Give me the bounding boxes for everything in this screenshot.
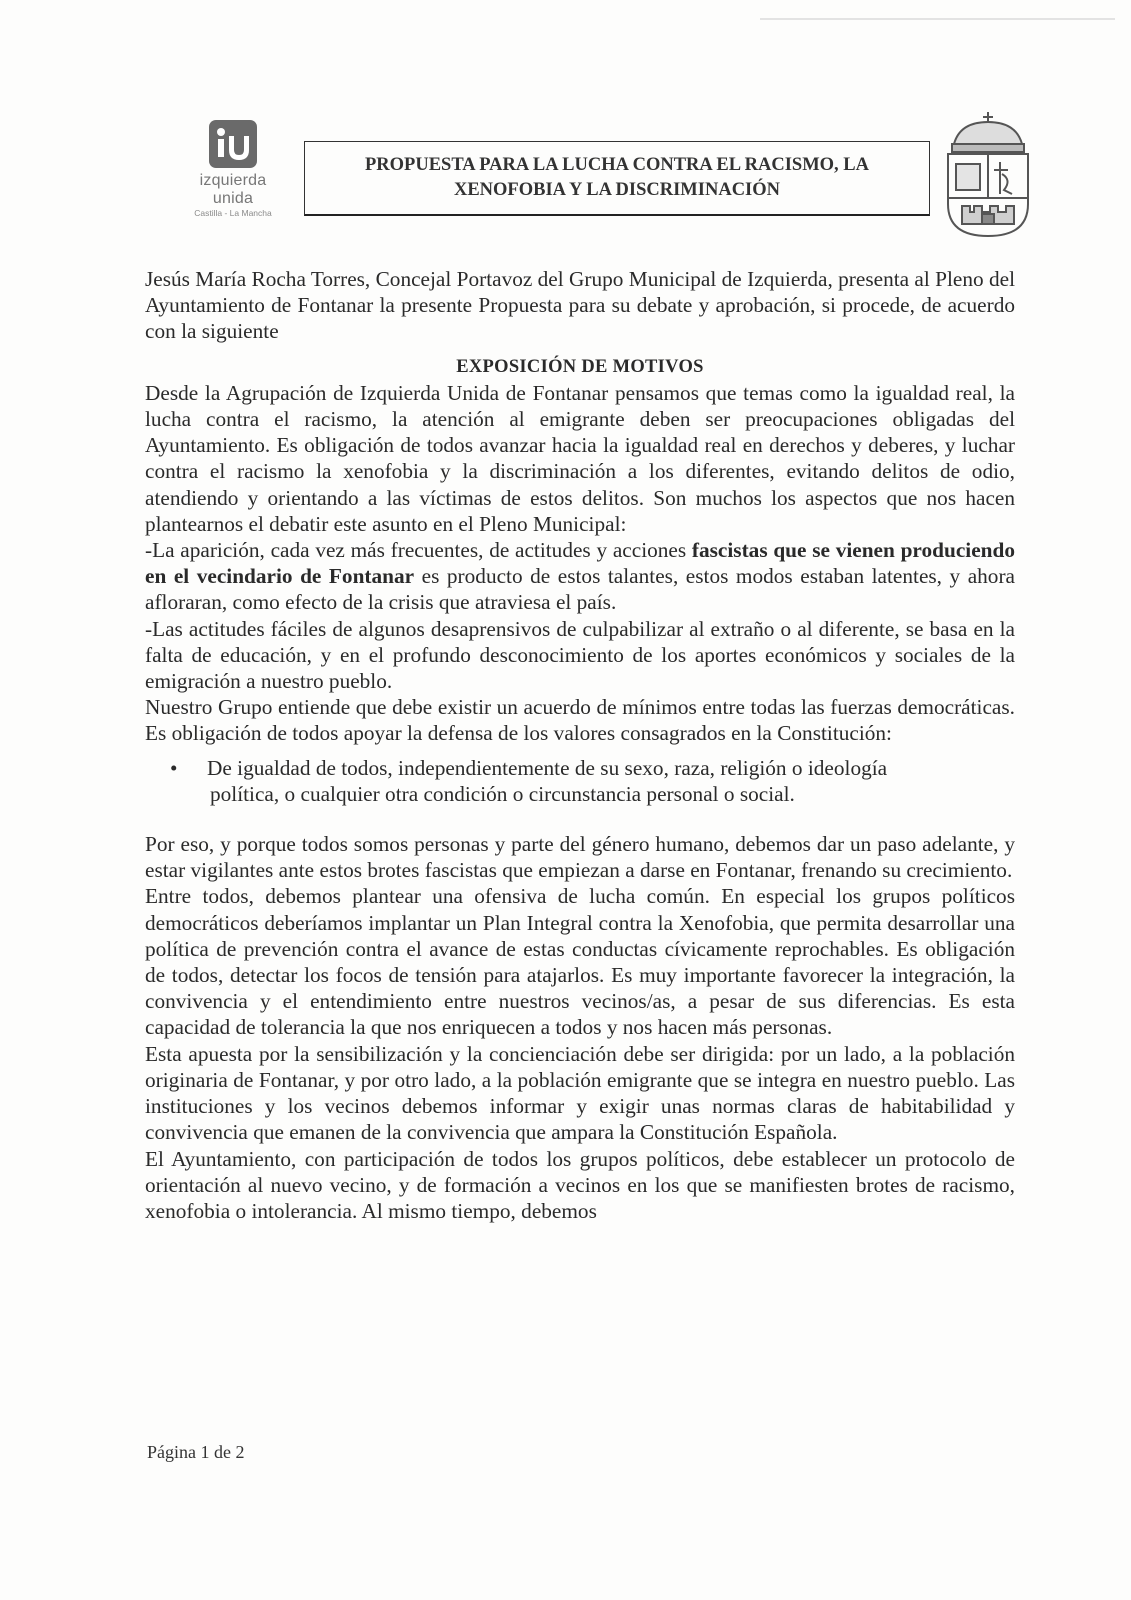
logo-region: Castilla - La Mancha xyxy=(194,208,272,218)
bullet-line-1: De igualdad de todos, independientemente de su sexo, raza, religión o ideología xyxy=(207,755,888,780)
paragraph-2 xyxy=(145,537,1015,616)
paragraph-2-end: es producto de estos talantes, estos modos estaban latentes, y ahora afloraran, como efecto de la crisis que atraviesa el país. xyxy=(145,564,1016,615)
paragraph-7: Esta apuesta por la sensibilización y la concienciación debe ser dirigida: por un lado, a la población originaria de Fontanar, y por otro lado, a la población emigrante que se integra en nuestro pueblo. Las instituciones y los vecinos debemos informar y exigir unas normas claras de habitabilidad y convivencia que emanen de la convivencia que ampara la Constitución Española. xyxy=(145,1041,1015,1145)
paragraph-2-start: -La aparición, cada vez más frecuentes, de actitudes y acciones xyxy=(145,538,692,563)
bullet-item xyxy=(145,755,1015,807)
paragraph-4: Nuestro Grupo entiende que debe existir un acuerdo de mínimos entre todas las fuerzas democráticas. Es obligación de todos apoyar la defensa de los valores consagrados en la Constitución: xyxy=(145,695,1015,746)
paragraph-1: Desde la Agrupación de Izquierda Unida de Fontanar pensamos que temas como la igualdad real, la lucha contra el racismo, la atención al emigrante deben ser preocupaciones obligadas del Ayuntamiento. Es obligación de todos avanzar hacia la igualdad real en derechos y deberes, y luchar contra el racismo la xenofobia y la discriminación a los diferentes, evitando delitos de odio, atendiendo y orientando a las víctimas de estos delitos. Son muchos los aspectos que nos hacen plantearnos el debatir este asunto en el Pleno Municipal: xyxy=(145,380,1015,536)
paragraph-6: Entre todos, debemos plantear una ofensiva de lucha común. En especial los grupos políticos democráticos deberíamos implantar un Plan Integral contra la Xenofobia, que permita desarrollar una política de prevención contra el avance de estas conductas cívicamente reprochables. Es obligación de todos, detectar los focos de tensión para atajarlos. Es muy importante favorecer la integración, la convivencia y el entendimiento entre nuestros vecinos/as, a pesar de sus diferencias. Es esta capacidad de tolerancia la que nos enriquecen a todos y nos hacen más personas. xyxy=(145,884,1015,1040)
iu-logo-icon xyxy=(207,118,259,170)
document-title-box xyxy=(304,141,930,216)
paragraph-8: El Ayuntamiento, con participación de todos los grupos políticos, debe establecer un protocolo de orientación al nuevo vecino, y de formación a vecinos en los que se manifiesten brotes de racismo, xenofobia o intolerancia. Al mismo tiempo, debemos xyxy=(145,1146,1015,1223)
document-body xyxy=(145,266,1015,1224)
paragraph-2-bold: fascistas que se vienen produciendo en el vecindario de Fontanar xyxy=(145,538,1015,589)
paragraph-3: -Las actitudes fáciles de algunos desaprensivos de culpabilizar al extraño o al diferente, se basa en la falta de educación, y en el profundo desconocimiento de los aportes económicos y sociales de la emigración a nuestro pueblo. xyxy=(145,616,1015,694)
page-number: Página 1 de 2 xyxy=(147,1442,245,1462)
scan-artifact-line xyxy=(760,18,1115,20)
bullet-icon: • xyxy=(170,755,178,780)
logo-name: izquierda unida xyxy=(199,172,267,207)
document-title: PROPUESTA PARA LA LUCHA CONTRA EL RACISMO, LA XENOFOBIA Y LA DISCRIMINACIÓN xyxy=(364,155,870,200)
section-heading: EXPOSICIÓN DE MOTIVOS xyxy=(456,356,704,377)
intro-paragraph: Jesús María Rocha Torres, Concejal Portavoz del Grupo Municipal de Izquierda, presenta al Pleno del Ayuntamiento de Fontanar la presente Propuesta para su debate y aprobación, si procede, de acuerdo con la siguiente xyxy=(145,267,1015,344)
paragraph-5: Por eso, y porque todos somos personas y parte del género humano, debemos dar un paso adelante, y estar vigilantes ante estos brotes fascistas que empiezan a darse en Fontanar, frenando su crecimiento. xyxy=(145,832,1015,883)
izquierda-unida-logo xyxy=(178,118,288,218)
bullet-line-2: política, o cualquier otra condición o circunstancia personal o social. xyxy=(210,781,795,806)
municipal-crest-icon xyxy=(940,110,1036,242)
